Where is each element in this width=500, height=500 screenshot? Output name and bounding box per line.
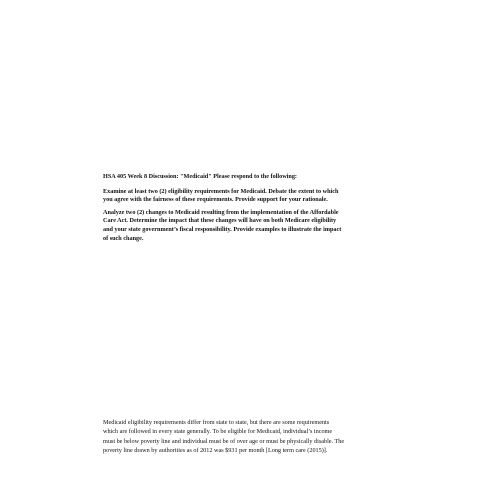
answer-paragraph bbox=[103, 418, 433, 456]
prompt-1-line-1: Examine at least two (2) eligibility requirements for Medicaid. Debate the extent to which bbox=[103, 187, 339, 195]
document-title: HSA 405 Week 8 Discussion: "Medicaid" Please respond to the following: bbox=[103, 173, 297, 180]
answer-line-2: which are followed in every state generally. To be eligible for Medicaid, individual’s income bbox=[103, 428, 333, 436]
discussion-prompt-block bbox=[103, 173, 433, 247]
prompt-2-line-1: Analyze two (2) changes to Medicaid resulting from the implementation of the Affordable bbox=[103, 208, 339, 216]
answer-line-4: poverty line drawn by authorities as of 2012 was $931 per month [Long term care (2015)]. bbox=[103, 447, 328, 455]
answer-body bbox=[103, 418, 433, 456]
prompt-paragraph-1 bbox=[103, 188, 433, 205]
answer-line-3: must be below poverty line and individual must be of over age or must be physically disable. The bbox=[103, 437, 345, 445]
prompt-1-line-2: you agree with the fairness of these requirements. Provide support for your rationale. bbox=[103, 196, 328, 204]
prompt-2-line-4: of such change. bbox=[103, 234, 144, 242]
prompt-2-line-2: Care Act. Determine the impact that these changes will have on both Medicare eligibility bbox=[103, 217, 337, 225]
prompt-paragraph-2 bbox=[103, 209, 433, 243]
answer-line-1: Medicaid eligibility requirements differ from state to state, but there are some requirements bbox=[103, 419, 330, 426]
prompt-2-line-3: and your state government’s fiscal responsibility. Provide examples to illustrate the impact bbox=[103, 225, 342, 233]
